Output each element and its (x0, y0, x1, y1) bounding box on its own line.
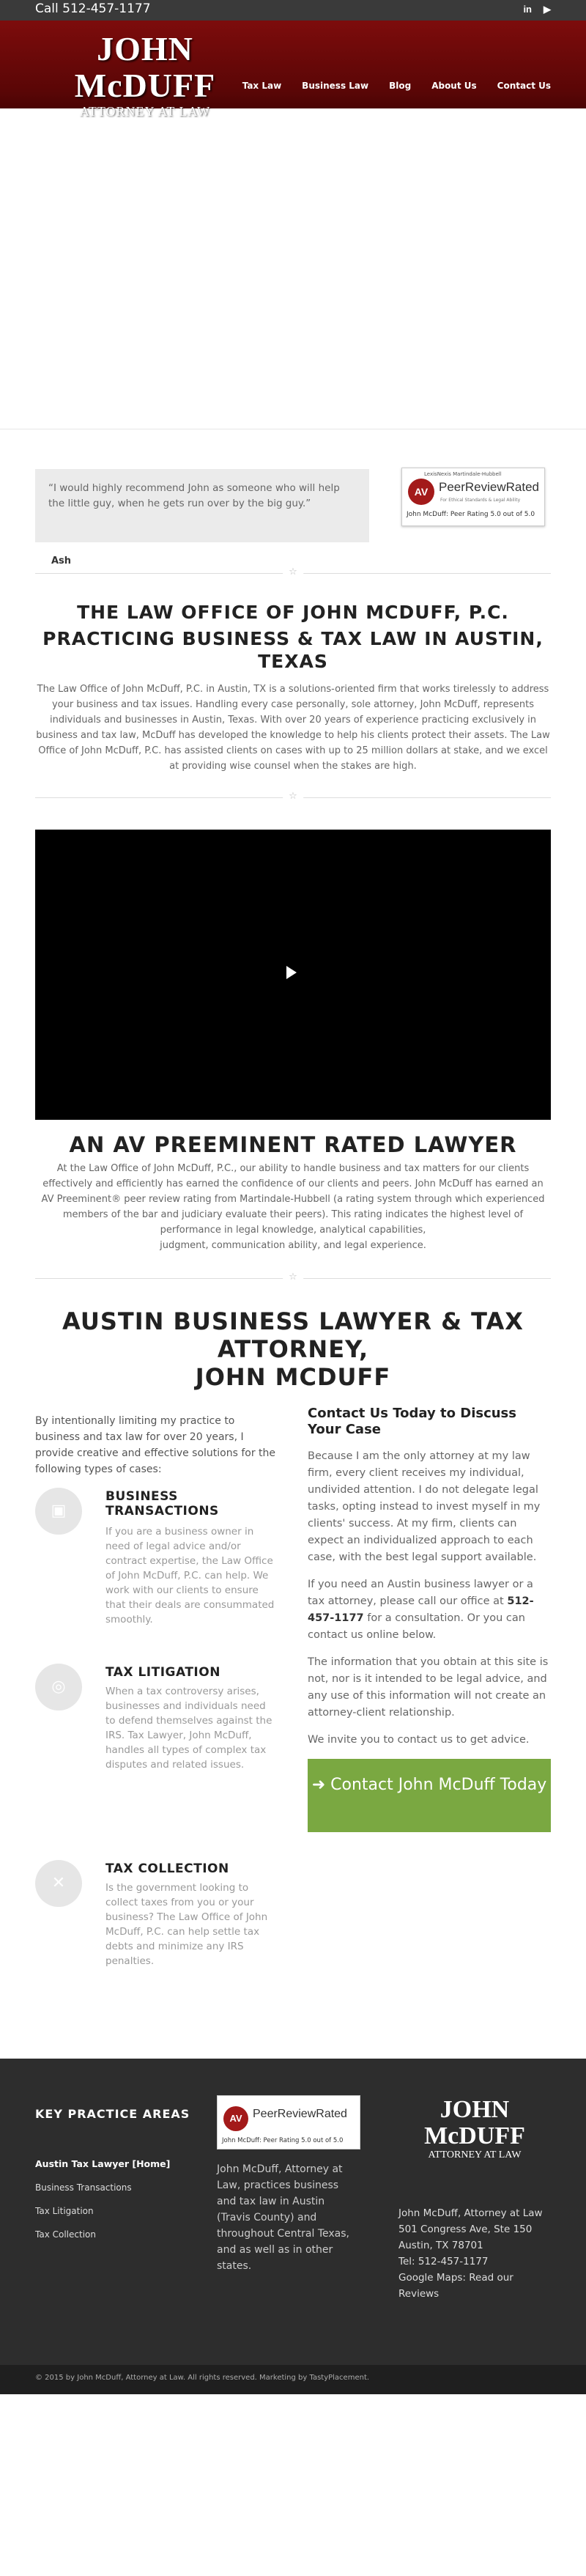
badge-title: PeerReviewRated (253, 2108, 347, 2120)
badge-tagline: For Ethical Standards & Legal Ability (440, 498, 521, 503)
main-nav (242, 81, 551, 91)
site-logo[interactable] (35, 31, 255, 119)
play-icon[interactable] (286, 966, 297, 979)
austin-section (0, 1280, 586, 1391)
testimonial-author: Ash (51, 556, 72, 567)
badge-rating: John McDuff: Peer Rating 5.0 out of 5.0 (222, 2137, 344, 2144)
nav-contact-us[interactable]: Contact Us (497, 81, 551, 91)
linkedin-icon[interactable]: in (523, 4, 532, 15)
footer-link-home[interactable]: Austin Tax Lawyer [Home] (35, 2158, 171, 2169)
footer-reviews-link[interactable]: Google Maps: Read our Reviews (398, 2272, 513, 2300)
av-section (0, 1120, 586, 1253)
services-intro: By intentionally limiting my practice to business and tax law for over 20 years, I provide creative and effective solutions for the following types of cases: (35, 1415, 276, 1475)
av-rating-icon: AV (408, 479, 434, 505)
services-contact-section (0, 1391, 586, 2036)
footer-address (398, 2205, 551, 2302)
section-divider (35, 791, 551, 802)
section-divider (35, 567, 551, 577)
austin-title: AUSTIN BUSINESS LAWYER & TAX ATTORNEY, (62, 1307, 524, 1363)
service-title: BUSINESS TRANSACTIONS (105, 1489, 219, 1518)
star-icon: ☆ (283, 1272, 303, 1283)
site-header (0, 21, 586, 119)
av-title: AN AV PREEMINENT RATED LAWYER (69, 1132, 517, 1157)
footer-phone[interactable]: Tel: 512-457-1177 (398, 2256, 489, 2267)
intro-section (0, 575, 586, 774)
social-links (523, 4, 551, 15)
service-tax-litigation (35, 1664, 277, 1825)
intro-subtitle: PRACTICING BUSINESS & TAX LAW IN AUSTIN, TEXAS (42, 628, 544, 672)
star-icon: ☆ (283, 567, 303, 577)
footer-heading: KEY PRACTICE AREAS (35, 2107, 190, 2121)
service-text: Is the government looking to collect taxes from you or your business? The Law Office of John McDuff, P.C. can help settle tax debts and minimize any IRS penalties. (105, 1882, 268, 1967)
copyright-text: © 2015 by John McDuff, Attorney at Law. All rights reserved. Marketing by TastyPlacement. (35, 2374, 370, 2382)
nav-active-indicator (185, 128, 229, 130)
nav-blog[interactable]: Blog (389, 81, 412, 91)
service-business-transactions (35, 1488, 277, 1634)
copyright-bar (0, 2365, 586, 2394)
footer-peer-review-badge[interactable] (217, 2095, 360, 2149)
hero-banner (0, 108, 586, 429)
close-circle-icon: ✕ (35, 1860, 82, 1907)
contact-paragraph: Because I am the only attorney at my law firm, every client receives my individual, undivided attention. I do not delegate legal tasks, opting instead to invest myself in my clients' success. At my firm, clients can expect an individualized approach to each case, with the best legal support available. (308, 1450, 541, 1563)
testimonial-quote: “I would highly recommend John as someone who will help the little guy, when he gets run over by the big guy.” (48, 482, 340, 509)
av-rating-icon: AV (223, 2106, 248, 2131)
briefcase-icon: ▣ (35, 1488, 82, 1535)
logo-name: JOHN McDUFF (74, 30, 216, 104)
austin-title-name: JOHN MCDUFF (195, 1363, 391, 1391)
service-title: TAX COLLECTION (105, 1861, 229, 1876)
testimonial-quote-box (35, 469, 369, 542)
footer-logo-subtitle: ATTORNEY AT LAW (428, 2149, 522, 2160)
badge-title: PeerReviewRated (439, 480, 540, 494)
testimonial-section (0, 429, 586, 567)
top-bar (0, 0, 586, 21)
contact-title: Contact Us Today to Discuss Your Case (308, 1406, 516, 1437)
footer-links (35, 2158, 170, 2253)
service-text: When a tax controversy arises, businesses and individuals need to defend themselves against the IRS. Tax Lawyer, John McDuff, handles all types of complex tax disputes and related issues. (105, 1686, 272, 1771)
logo-subtitle: ATTORNEY AT LAW (79, 104, 211, 119)
service-text: If you are a business owner in need of legal advice and/or contract expertise, the Law Office of John McDuff, P.C. can help. We work with our clients to ensure that their deals are consummated smoothly. (105, 1526, 275, 1625)
call-text-end: for a consultation. Or you can contact us online below. (308, 1612, 525, 1641)
footer-street: 501 Congress Ave, Ste 150 (398, 2223, 533, 2235)
youtube-icon[interactable]: ▶ (544, 4, 551, 15)
contact-button[interactable]: ➜ Contact John McDuff Today (308, 1759, 551, 1832)
call-text: If you need an Austin business lawyer or a tax attorney, please call our office at (308, 1579, 533, 1607)
footer-link-tax-litigation[interactable]: Tax Litigation (35, 2206, 94, 2216)
footer-city: Austin, TX 78701 (398, 2240, 483, 2251)
footer-firm-name: John McDuff, Attorney at Law (398, 2207, 543, 2219)
disclaimer-paragraph: The information that you obtain at this site is not, nor is it intended to be legal advice, and any use of this information will not create an attorney-client relationship. (308, 1656, 549, 1719)
service-tax-collection (35, 1860, 277, 2007)
phone-link[interactable]: Call 512-457-1177 (35, 1, 151, 16)
nav-tax-law[interactable]: Tax Law (242, 81, 282, 91)
footer-logo[interactable] (398, 2097, 551, 2161)
star-icon: ☆ (283, 791, 303, 802)
phone-number[interactable]: 512-457-1177 (308, 1595, 534, 1624)
contact-column (308, 1406, 551, 1832)
invite-paragraph: We invite you to contact us to get advice. (308, 1734, 530, 1746)
video-player[interactable] (35, 830, 551, 1120)
peer-review-badge[interactable] (401, 468, 545, 526)
av-body-end: judgment, communication ability, and legal experience. (160, 1240, 426, 1251)
compass-icon: ◎ (35, 1664, 82, 1710)
intro-body: The Law Office of John McDuff, P.C. in Austin, TX is a solutions-oriented firm that works tirelessly to address your business and tax issues. Handling every case personally, sole attorney, John McDuff, represents individuals and businesses in Austin, Texas. With over 20 years of experience practicing exclusively in business and tax law, McDuff has developed the knowledge to help his clients protect their assets. The Law Office of John McDuff, P.C. has assisted clients on cases with up to 25 million dollars at stake, and we excel at providing wise counsel when the stakes are high. (36, 684, 550, 772)
nav-about-us[interactable]: About Us (431, 81, 477, 91)
badge-publisher: LexisNexis Martindale-Hubbell (424, 471, 502, 477)
site-footer (0, 2059, 586, 2365)
av-body: At the Law Office of John McDuff, P.C., our ability to handle business and tax matters for our clients effectively and efficiently has earned the confidence of our clients and peers. John McDuff has earned an AV Preeminent® peer review rating from Martindale-Hubbell (a rating system through which experienced members of the bar and judiciary evaluate their peers). This rating indicates the highest level of performance in legal knowledge, analytical capabilities, (41, 1163, 545, 1236)
footer-link-business-transactions[interactable]: Business Transactions (35, 2182, 132, 2193)
nav-business-law[interactable]: Business Law (302, 81, 369, 91)
intro-title: THE LAW OFFICE OF JOHN MCDUFF, P.C. (77, 602, 509, 623)
section-divider (35, 1272, 551, 1283)
contact-call-paragraph (308, 1576, 551, 1644)
footer-link-tax-collection[interactable]: Tax Collection (35, 2229, 96, 2240)
service-title: TAX LITIGATION (105, 1665, 220, 1680)
footer-description: John McDuff, Attorney at Law, practices business and tax law in Austin (Travis County) and throughout Central Texas, and as well as in other states. (217, 2163, 349, 2272)
badge-rating: John McDuff: Peer Rating 5.0 out of 5.0 (407, 511, 535, 518)
footer-logo-name: JOHN McDUFF (424, 2096, 525, 2149)
